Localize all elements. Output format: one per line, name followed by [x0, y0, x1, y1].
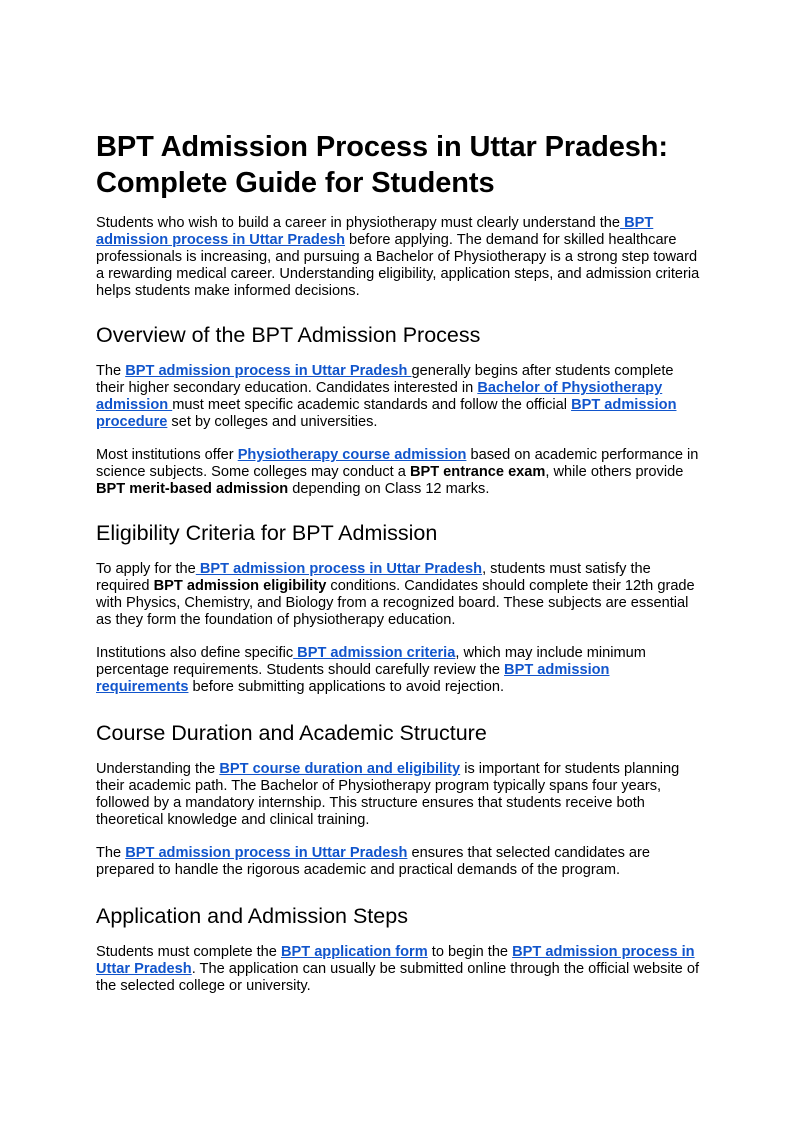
bpt-application-form-link[interactable]: BPT application form	[280, 944, 428, 960]
duration-paragraph-1: Understanding the BPT course duration and eligibility is important for students planning their academic path. The Bachelor of Physiotherapy program typically spans four years, followed by a mandatory internship. This structure ensures that students receive both theoretical knowledge and clinical training.	[96, 761, 680, 828]
application-paragraph-1: Students must complete the BPT application form to begin the BPT admission process in Uttar Pradesh. The application can usually be submitted online through the official website of the selected college or university.	[96, 944, 700, 994]
bpt-admission-process-up-link[interactable]: BPT admission process in Uttar Pradesh	[96, 944, 695, 977]
bpt-admission-process-up-link[interactable]: BPT admission process in Uttar Pradesh	[96, 215, 654, 248]
bpt-admission-eligibility-text: BPT admission eligibility	[153, 578, 327, 594]
eligibility-paragraph-1: To apply for the BPT admission process in Uttar Pradesh, students must satisfy the required BPT admission eligibility conditions. Candidates should complete their 12th grade with Physics, Chemistry, and Biology from a recognized board. These subjects are essential as they form the foundation of physiotherapy education.	[96, 561, 695, 628]
bpt-admission-procedure-link[interactable]: BPT admission procedure	[96, 397, 677, 430]
bpt-admission-process-up-link[interactable]: BPT admission process in Uttar Pradesh	[125, 845, 408, 861]
duration-heading: Course Duration and Academic Structure	[96, 721, 487, 745]
overview-paragraph-1: The BPT admission process in Uttar Pradesh generally begins after students complete their higher secondary education. Candidates interested in Bachelor of Physiotherapy admission must meet specific academic standards and follow the official BPT admission procedure set by colleges and universities.	[96, 363, 677, 430]
duration-paragraph-2: The BPT admission process in Uttar Pradesh ensures that selected candidates are prepared to handle the rigorous academic and practical demands of the program.	[96, 845, 651, 878]
bpt-admission-requirements-link[interactable]: BPT admission requirements	[96, 662, 610, 695]
bpt-admission-criteria-link[interactable]: BPT admission criteria	[293, 645, 456, 661]
application-heading: Application and Admission Steps	[96, 904, 408, 928]
bpt-entrance-exam-text: BPT entrance exam	[409, 464, 546, 480]
bpt-admission-process-up-link[interactable]: BPT admission process in Uttar Pradesh	[125, 363, 412, 379]
eligibility-heading: Eligibility Criteria for BPT Admission	[96, 521, 438, 545]
bpt-merit-admission-text: BPT merit-based admission	[96, 481, 289, 497]
bpt-admission-process-up-link[interactable]: BPT admission process in Uttar Pradesh	[195, 561, 483, 577]
bpt-course-duration-link[interactable]: BPT course duration and eligibility	[219, 761, 461, 777]
document-body	[96, 129, 704, 1011]
eligibility-paragraph-2: Institutions also define specific BPT admission criteria, which may include minimum percentage requirements. Students should carefully review the BPT admission requirements before submitting applications to avoid rejection.	[96, 645, 646, 695]
bachelor-physiotherapy-admission-link[interactable]: Bachelor of Physiotherapy admission	[96, 380, 663, 413]
overview-heading: Overview of the BPT Admission Process	[96, 323, 481, 347]
physiotherapy-course-admission-link[interactable]: Physiotherapy course admission	[237, 447, 467, 463]
intro-paragraph: Students who wish to build a career in physiotherapy must clearly understand the BPT admission process in Uttar Pradesh before applying. The demand for skilled healthcare professionals is increasing, and pursuing a Bachelor of Physiotherapy is a strong step toward a rewarding medical career. Understanding eligibility, application steps, and admission criteria helps students make informed decisions.	[96, 215, 700, 299]
overview-paragraph-2: Most institutions offer Physiotherapy course admission based on academic performance in science subjects. Some colleges may conduct a BPT entrance exam, while others provide BPT merit-based admission depending on Class 12 marks.	[96, 447, 699, 497]
page-title: BPT Admission Process in Uttar Pradesh: Complete Guide for Students	[96, 131, 668, 199]
